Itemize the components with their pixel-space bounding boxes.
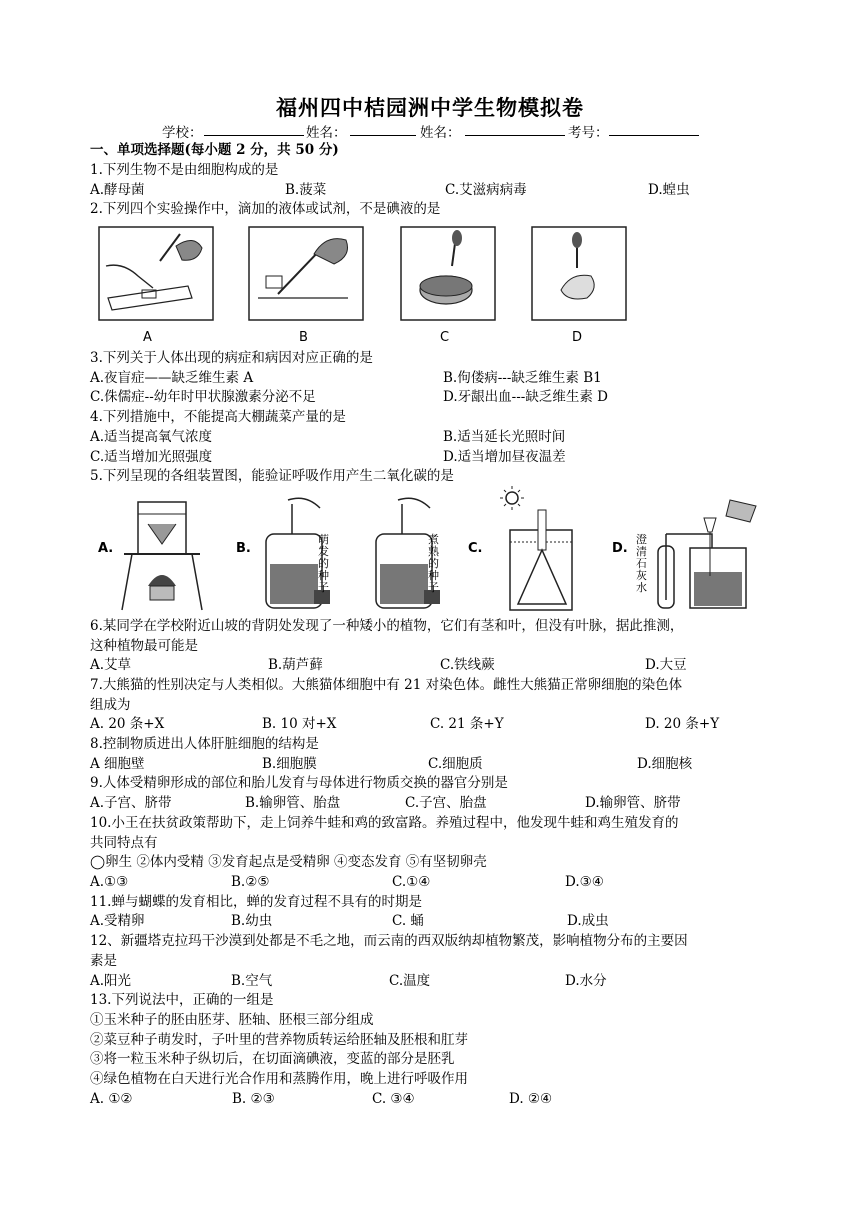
q8-option-b: B.细胞膜 [262,756,317,772]
q8-stem: 8.控制物质进出人体肝脏细胞的结构是 [90,736,319,752]
q13-statement-1: ①玉米种子的胚由胚芽、胚轴、胚根三部分组成 [90,1012,374,1028]
q13-option-c: C. ③④ [372,1091,415,1107]
q6-option-a: A.艾草 [90,657,132,673]
q3-option-d: D.牙龈出血---缺乏维生素 D [443,389,608,405]
q4-option-d: D.适当增加昼夜温差 [443,449,566,465]
q8-option-a: A 细胞壁 [90,756,145,772]
q13-statement-3: ③将一粒玉米种子纵切后，在切面滴碘液，变蓝的部分是胚乳 [90,1051,455,1067]
q7-option-b: B. 10 对+X [262,716,337,732]
q1-option-d: D.蝗虫 [648,182,690,198]
q11-stem: 11.蝉与蝴蝶的发育相比，蝉的发育过程不具有的时期是 [90,894,422,910]
q4-option-c: C.适当增加光照强度 [90,449,213,465]
q10-option-b: B.②⑤ [231,874,270,890]
q5-figure-a [118,494,208,612]
q13-option-b: B. ②③ [232,1091,275,1107]
q2-figure-b [248,226,364,321]
q2-label-a: A [143,330,152,345]
q3-option-c: C.侏儒症--幼年时甲状腺激素分泌不足 [90,389,316,405]
q5-label-c: C. [468,541,483,556]
q12-stem-line1: 12、新疆塔克拉玛干沙漠到处都是不毛之地，而云南的西双版纳却植物繁茂，影响植物分布的主要因 [90,933,688,949]
name-blank-2 [465,135,565,136]
q7-stem-line1: 7.大熊猫的性别决定与人类相似。大熊猫体细胞中有 21 对染色体。雌性大熊猫正常卵细胞的染色体 [90,677,683,693]
school-blank [204,135,304,136]
q10-stem-line2: 共同特点有 [90,835,158,851]
q6-stem-line2: 这种植物最可能是 [90,638,198,654]
q5-jar1-label [318,534,332,594]
section-heading: 一、单项选择题(每小题 2 分，共 50 分) [90,142,339,158]
q10-statements: ◯卵生 ②体内受精 ③发育起点是受精卵 ④变态发育 ⑤有坚韧卵壳 [90,854,487,870]
q8-option-c: C.细胞质 [428,756,483,772]
q13-option-a: A. ①② [90,1091,133,1107]
q5-limewater-text: 澄清石灰水 [636,533,647,594]
exam-no-blank [609,135,699,136]
q10-option-a: A.①③ [90,874,129,890]
q8-option-d: D.细胞核 [637,756,693,772]
q11-option-b: B.幼虫 [231,913,273,929]
q12-option-c: C.温度 [389,973,431,989]
q13-option-d: D. ②④ [509,1091,553,1107]
q3-option-a: A.夜盲症——缺乏维生素 A [90,370,254,386]
q2-label-d: D [572,330,583,345]
q4-option-a: A.适当提高氧气浓度 [90,429,213,445]
q11-option-c: C. 蛹 [392,913,424,929]
q10-option-d: D.③④ [565,874,604,890]
q1-option-c: C.艾滋病病毒 [445,182,527,198]
q9-option-c: C.子宫、胎盘 [405,795,487,811]
q13-stem: 13.下列说法中，正确的一组是 [90,992,274,1008]
q5-figure-d [652,496,762,612]
q6-option-d: D.大豆 [645,657,687,673]
q10-option-c: C.①④ [392,874,431,890]
q9-option-d: D.输卵管、脐带 [585,795,681,811]
q2-figure-a [98,226,214,321]
sun-icon [506,492,518,504]
q10-stem-line1: 10.小王在扶贫政策帮助下，走上饲养牛蛙和鸡的致富路。养殖过程中，他发现牛蛙和鸡生殖发育的 [90,815,679,831]
q13-statement-2: ②菜豆种子萌发时，子叶里的营养物质转运给胚轴及胚根和肛芽 [90,1032,468,1048]
school-label: 学校： [162,125,203,141]
q9-stem: 9.人体受精卵形成的部位和胎儿发育与母体进行物质交换的器官分别是 [90,775,508,791]
q3-option-b: B.佝偻病---缺乏维生素 B1 [443,370,602,386]
q12-stem-line2: 素是 [90,953,117,969]
q13-statement-4: ④绿色植物在白天进行光合作用和蒸腾作用，晚上进行呼吸作用 [90,1071,468,1087]
q1-option-b: B.菠菜 [285,182,327,198]
q5-label-b: B. [236,541,251,556]
q2-figure-d [531,226,627,321]
q5-stem: 5.下列呈现的各组装置图，能验证呼吸作用产生二氧化碳的是 [90,468,454,484]
q7-stem-line2: 组成为 [90,697,131,713]
q9-option-a: A.子宫、脐带 [90,795,172,811]
q12-option-d: D.水分 [565,973,607,989]
exam-title: 福州四中桔园洲中学生物模拟卷 [276,95,584,120]
q5-label-d: D. [612,541,628,556]
q5-jar2-text: 煮熟的种子 [428,533,439,594]
q2-figure-c [400,226,496,321]
name-label-2: 姓名： [420,125,461,141]
q5-limewater-label [636,534,650,594]
q12-option-a: A.阳光 [90,973,132,989]
q2-label-c: C [440,330,450,345]
q5-figure-c [500,486,580,614]
q11-option-a: A.受精卵 [90,913,145,929]
q12-option-b: B.空气 [231,973,273,989]
q4-stem: 4.下列措施中，不能提高大棚蔬菜产量的是 [90,409,346,425]
q2-label-b: B [299,330,308,345]
q9-option-b: B.输卵管、胎盘 [245,795,341,811]
q7-option-d: D. 20 条+Y [645,716,720,732]
q6-option-b: B.葫芦藓 [268,657,323,673]
q5-jar2-label [428,534,442,594]
q11-option-d: D.成虫 [567,913,609,929]
q1-stem: 1.下列生物不是由细胞构成的是 [90,162,279,178]
q3-stem: 3.下列关于人体出现的病症和病因对应正确的是 [90,350,373,366]
q5-jar1-text: 萌发的种子 [318,533,329,594]
q2-stem: 2.下列四个实验操作中，滴加的液体或试剂，不是碘液的是 [90,201,441,217]
exam-no-label: 考号： [568,125,609,141]
q7-option-c: C. 21 条+Y [430,716,504,732]
q7-option-a: A. 20 条+X [90,716,165,732]
name-label-1: 姓名： [306,125,347,141]
q1-option-a: A.酵母菌 [90,182,145,198]
name-blank-1 [350,135,416,136]
q4-option-b: B.适当延长光照时间 [443,429,566,445]
q6-stem-line1: 6.某同学在学校附近山坡的背阴处发现了一种矮小的植物，它们有茎和叶，但没有叶脉，据此推测， [90,618,684,634]
q6-option-c: C.铁线蕨 [440,657,495,673]
q5-label-a: A. [98,541,114,556]
